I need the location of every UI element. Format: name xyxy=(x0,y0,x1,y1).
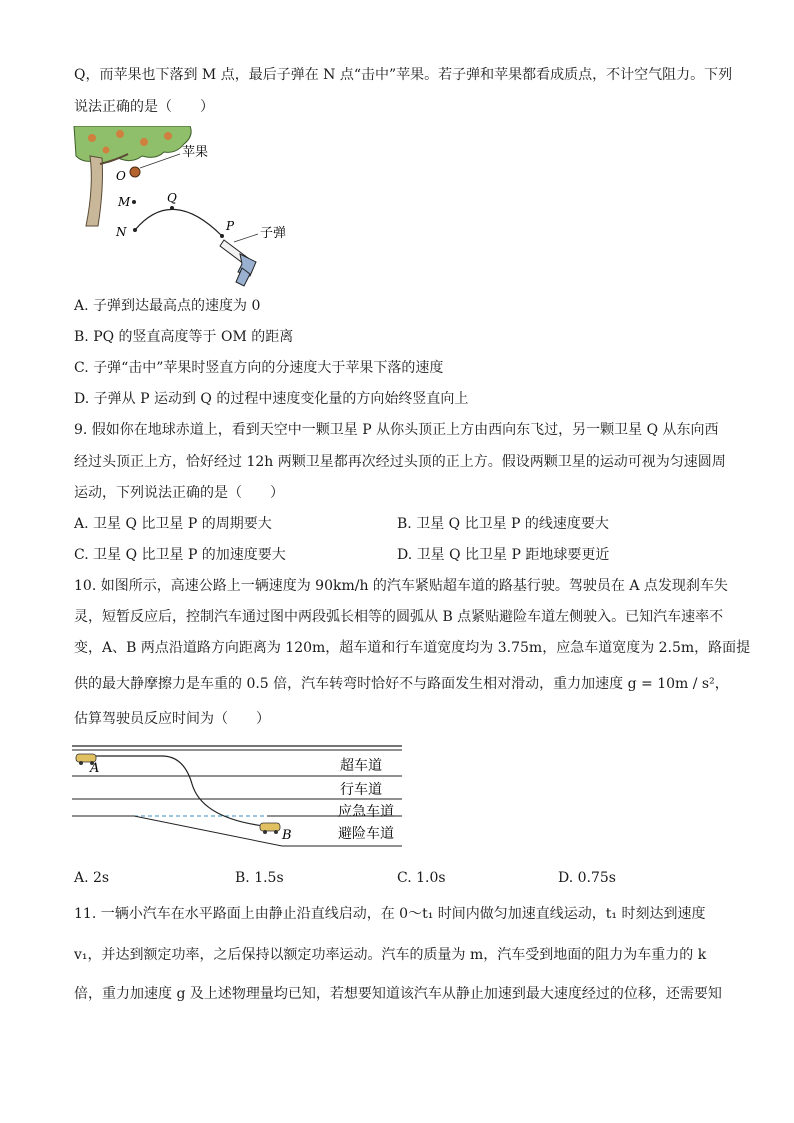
q9-option-b[interactable]: B. 卫星 Q 比卫星 P 的线速度要大 xyxy=(397,516,609,532)
lane-label-escape: 避险车道 xyxy=(338,826,394,842)
q8-option-b[interactable]: B. PQ 的竖直高度等于 OM 的距离 xyxy=(74,329,294,345)
point-m xyxy=(132,200,136,204)
q8-line-2: 说法正确的是（ ） xyxy=(74,99,214,115)
q8-option-a[interactable]: A. 子弹到达最高点的速度为 0 xyxy=(74,298,261,314)
q9-line-3: 运动，下列说法正确的是（ ） xyxy=(74,485,284,501)
point-n-label: N xyxy=(116,225,127,239)
point-p xyxy=(220,234,224,238)
q8-option-c[interactable]: C. 子弹“击中”苹果时竖直方向的分速度大于苹果下落的速度 xyxy=(74,360,444,376)
q10-line-3: 变，A、B 两点沿道路方向距离为 120m，超车道和行车道宽度均为 3.75m，应急车道宽度为 2.5m，路面提 xyxy=(74,640,751,656)
q11-line-3: 倍，重力加速度 g 及上述物理量均已知，若想要知道该汽车从静止加速到最大速度经过的位移，还需要知 xyxy=(74,986,722,1002)
q11-line-2: v₁，并达到额定功率，之后保持以额定功率运动。汽车的质量为 m，汽车受到地面的阻力为车重力的 k xyxy=(74,947,707,963)
point-b-label: B xyxy=(282,828,292,843)
q8-line-1: Q，而苹果也下落到 M 点，最后子弹在 N 点“击中”苹果。若子弹和苹果都看成质点，不计空气阻力。下列 xyxy=(74,67,733,83)
q10-line-5: 估算驾驶员反应时间为（ ） xyxy=(74,711,270,727)
point-q-label: Q xyxy=(167,191,177,205)
highway-lane-figure xyxy=(72,744,404,856)
lane-label-emergency: 应急车道 xyxy=(338,804,394,820)
apple-label: 苹果 xyxy=(182,145,209,160)
q10-option-b[interactable]: B. 1.5s xyxy=(235,870,284,886)
point-p-label: P xyxy=(226,219,235,233)
q10-option-d[interactable]: D. 0.75s xyxy=(558,870,616,886)
bullet-trajectory xyxy=(135,209,222,236)
point-q xyxy=(170,206,174,210)
q9-option-d[interactable]: D. 卫星 Q 比卫星 P 距地球要更近 xyxy=(397,547,610,563)
lane-label-driving: 行车道 xyxy=(340,782,382,798)
q10-line-4: 供的最大静摩擦力是车重的 0.5 倍，汽车转弯时恰好不与路面发生相对滑动，重力加速度 g = 10m / s²， xyxy=(74,676,729,692)
q9-line-2: 经过头顶正上方，恰好经过 12h 两颗卫星都再次经过头顶的正上方。假设两颗卫星的运动可视为匀速圆周 xyxy=(74,454,726,470)
q9-option-c[interactable]: C. 卫星 Q 比卫星 P 的加速度要大 xyxy=(74,547,286,563)
apple-icon xyxy=(130,167,140,177)
gun-icon xyxy=(220,240,256,286)
bullet-label: 子弹 xyxy=(260,226,287,241)
q10-option-c[interactable]: C. 1.0s xyxy=(397,870,446,886)
apple-bullet-figure xyxy=(72,126,302,296)
car-b-icon xyxy=(260,823,280,834)
q10-line-1: 10. 如图所示，高速公路上一辆速度为 90km/h 的汽车紧贴超车道的路基行驶。驾驶员在 A 点发现刹车失 xyxy=(74,578,728,594)
q9-option-a[interactable]: A. 卫星 Q 比卫星 P 的周期要大 xyxy=(74,516,272,532)
q10-line-2: 灵，短暂反应后，控制汽车通过图中两段弧长相等的圆弧从 B 点紧贴避险车道左侧驶入。已知汽车速率不 xyxy=(74,609,724,625)
q8-option-d[interactable]: D. 子弹从 P 运动到 Q 的过程中速度变化量的方向始终竖直向上 xyxy=(74,391,469,407)
q10-option-a[interactable]: A. 2s xyxy=(74,870,110,886)
point-o-label: O xyxy=(116,169,126,183)
point-a-label: A xyxy=(90,761,100,776)
q11-line-1: 11. 一辆小汽车在水平路面上由静止沿直线启动，在 0～t₁ 时间内做匀加速直线运动，t₁ 时刻达到速度 xyxy=(74,906,706,922)
q9-line-1: 9. 假如你在地球赤道上，看到天空中一颗卫星 P 从你头顶正上方由西向东飞过，另一颗卫星 Q 从东向西 xyxy=(74,422,719,438)
lane-label-overtaking: 超车道 xyxy=(340,758,382,774)
point-m-label: M xyxy=(118,195,131,209)
